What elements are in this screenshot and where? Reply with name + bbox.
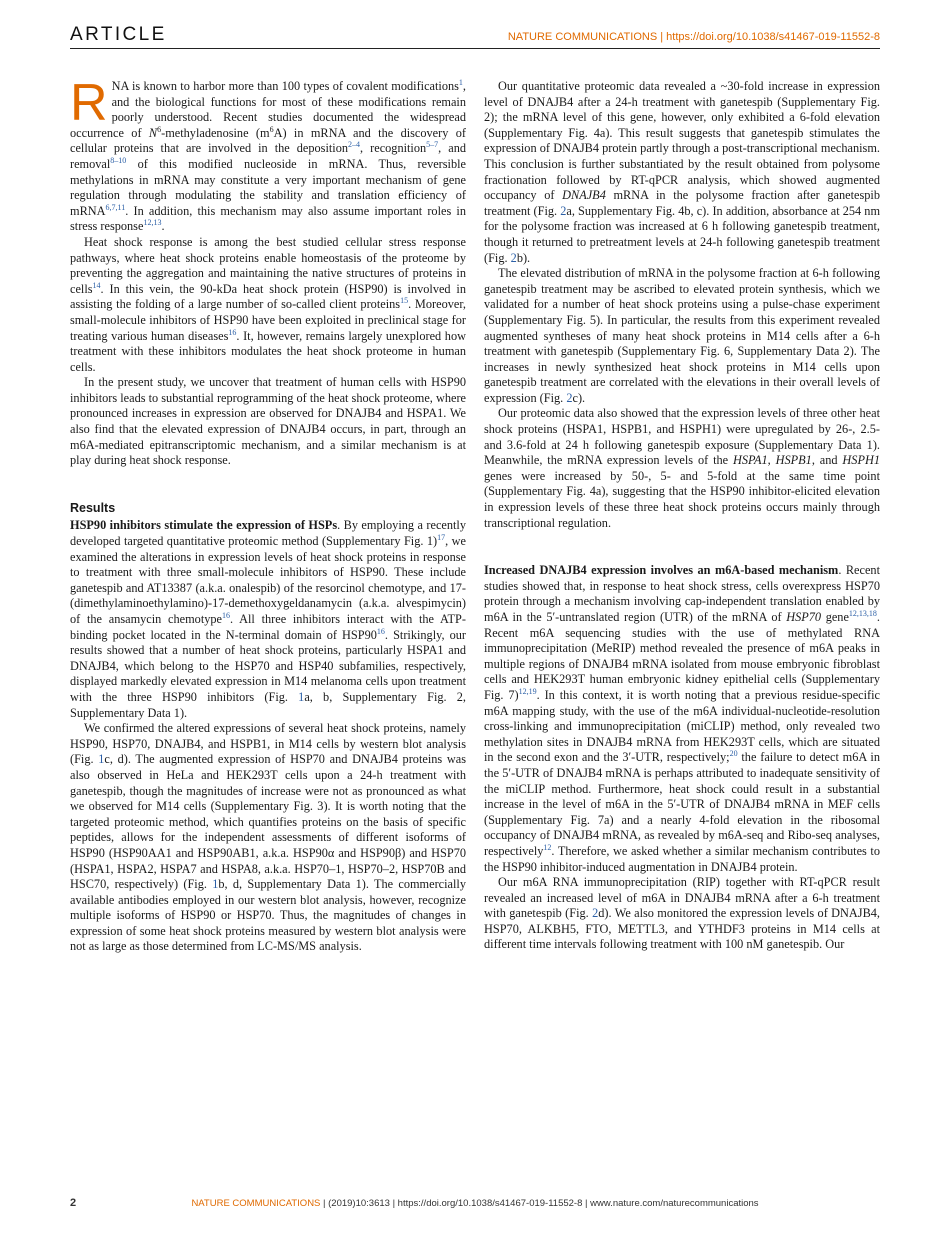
footer-journal-name: NATURE COMMUNICATIONS bbox=[191, 1198, 321, 1209]
article-label: ARTICLE bbox=[70, 24, 167, 45]
reference-link[interactable]: 16 bbox=[228, 327, 237, 337]
reference-link[interactable]: 20 bbox=[729, 749, 738, 759]
body-paragraph-5: Our m6A RNA immunoprecipitation (RIP) together with RT-qPCR result revealed an increased level of m6A in DNAJB4 mRNA after a 6-h treatment with ganetespib (Fig. 2d). We also monitored the expression levels of DNAJB4, HSP70, ALKBH5, FTO, METTL3, and YTHDF3 proteins in M14 cells at different time intervals following treatment with 100 nM ganetespib. Our bbox=[484, 875, 881, 952]
reference-link[interactable]: 12,13,18 bbox=[848, 608, 877, 618]
body-paragraph-4: Increased DNAJB4 expression involves an m6A-based mechanism. Recent studies showed that, in response to heat shock stress, cells overexpress HSP70 protein through a mechanism involving cap-independent translation enabled by m6A in the 5′-untranslated region (UTR) of the mRNA of HSP70 gene$^{12,13,18}$. Recent m6A sequencing studies with the use of methylated RNA immunoprecipitation (MeRIP) method revealed the presence of m6A peaks in multiple regions of DNAJB4 mRNA isolated from mouse embryonic fibroblast cells and HEK293T human embryonic kidney epithelial cells (Supplementary Fig. 7)$^{12,19}$. In this context, it is worth noting that a previous residue-specific m6A mapping study, with the use of the m6A individual-nucleotide-resolution cross-linking and immunoprecipitation (miCLIP) method, only revealed two methylation sites in DNAJB4 mRNA from HEK293T cells, which are situated in the second exon and the 3′-UTR, respectively;$^{20}$ the failure to detect m6A in the 5′-UTR of DNAJB4 mRNA is perhaps attributed to inadequate sensitivity of the miCLIP method. Furthermore, heat shock could result in a substantial increase in the level of m6A in the 5′-UTR of DNAJB4 mRNA in MEF cells (Supplementary Fig. 7a) and a nearly 4-fold elevation in the ribosomal occupancy of DNAJB4 mRNA, as revealed by m6A-seq and Ribo-seq analyses, respectively$^{12}$. Therefore, we asked whether a similar mechanism contributes to the HSP90 inhibitor-induced augmentation in DNAJB4 protein. bbox=[484, 563, 881, 874]
footer-citation-text: | (2019)10:3613 | https://doi.org/10.1038/s41467-019-11552-8 | www.nature.com/naturecommunications bbox=[320, 1198, 759, 1209]
figure-link[interactable]: 1 bbox=[298, 689, 305, 704]
subsection-title: HSP90 inhibitors stimulate the expression of HSPs bbox=[70, 518, 338, 533]
results-paragraph-1: HSP90 inhibitors stimulate the expression of HSPs. By employing a recently developed targeted quantitative proteomic method (Supplementary Fig. 1)$^{17}$, we examined the alterations in expression levels of heat shock proteins in response to treatment with three small-molecule inhibitors of HSP90. These include ganetespib and AT13387 (a.k.a. onalespib) of the resorcinol chemotype, and 17-(dimethylaminoethylamino)-17-demethoxygeldanamycin (a.k.a. alvespimycin) of the ansamycin chemotype$^{16}$. All three inhibitors interact with the ATP-binding pocket located in the N-terminal domain of HSP90$^{16}$. Strikingly, our results showed that a number of heat shock proteins, particularly HSPA1 and DNAJB4, which belong to the HSP70 and HSP40 subfamilies, respectively, displayed markedly elevated expression in M14 melanoma cells upon treatment with the three HSP90 inhibitors (Fig. 1a, b, Supplementary Fig. 2, Supplementary Data 1). bbox=[70, 518, 466, 720]
right-column bbox=[484, 79, 880, 953]
figure-link[interactable]: 1 bbox=[98, 752, 105, 767]
reference-link[interactable]: 14 bbox=[92, 280, 101, 290]
subsection-title: Increased DNAJB4 expression involves an m6A-based mechanism bbox=[484, 563, 839, 578]
header-rule bbox=[70, 48, 880, 49]
reference-link[interactable]: 16 bbox=[376, 626, 385, 636]
reference-link[interactable]: 5–7 bbox=[426, 140, 439, 150]
page-footer bbox=[70, 1197, 880, 1213]
intro-paragraph-1: RNA is known to harbor more than 100 types of covalent modifications$^1$, and the biological functions for most of these modifications remain poorly understood. Recent studies documented the widespread occurrence of $N^6$-methyladenosine $(m^6A)$ in mRNA and the discovery of cellular proteins that are involved in the deposition$^{2-4}$, recognition$^{5-7}$, and removal$^{8-10}$ of this modified nucleoside in mRNA. Thus, reversible methylations in mRNA may constitute a very important mechanism of gene regulation through modulating the stability and translation efficiency of mRNA$^{6,7,11}$. In addition, this mechanism may also assume important roles in stress response$^{12,13}$. bbox=[70, 74, 467, 234]
reference-link[interactable]: 12 bbox=[543, 842, 552, 852]
reference-link[interactable]: 8–10 bbox=[110, 155, 127, 165]
page-number: 2 bbox=[70, 1197, 77, 1209]
results-heading: Results bbox=[70, 500, 116, 515]
reference-link[interactable]: 12,19 bbox=[518, 686, 537, 696]
reference-link[interactable]: 2–4 bbox=[348, 140, 361, 150]
intro-paragraph-2: Heat shock response is among the best studied cellular stress response pathways, where heat shock proteins enable homeostasis of the proteome by preventing the aggregation and maintaining the native structures of proteins in cells$^{14}$. In this vein, the 90-kDa heat shock protein (HSP90) is involved in assisting the folding of a large number of so-called client proteins$^{15}$. Moreover, small-molecule inhibitors of HSP90 have been exploited in preclinical stage for treating various human diseases$^{16}$. It, however, remains largely unexplored how treatment with these inhibitors modulates the heat shock proteome in human cells. bbox=[70, 234, 467, 374]
intro-paragraph-3: In the present study, we uncover that treatment of human cells with HSP90 inhibitors leads to substantial reprogramming of the heat shock proteome, where pronounced increases in expression are observed for DNAJB4 and HSPA1. We also find that the elevated expression of DNAJB4 occurs, in part, through an m6A-mediated epitranscriptomic mechanism, and a similar mechanism is at play during heat shock response. bbox=[70, 375, 466, 468]
reference-link[interactable]: 16 bbox=[222, 610, 230, 620]
reference-link[interactable]: 1 bbox=[458, 77, 463, 87]
body-paragraph-3: Our proteomic data also showed that the expression levels of three other heat shock proteins (HSPA1, HSPB1, and HSPH1) were upregulated by 26-, 2.5- and 3.6-fold at 24 h following ganetespib exposure (Supplementary Data 1). Meanwhile, the mRNA expression levels of the HSPA1, HSPB1, and HSPH1 genes were increased by 50-, 5- and 5-fold at the same time point (Supplementary Fig. 4a), suggesting that the HSP90 inhibitor-elicited elevation in expression levels of these three heat shock proteins occurs mainly through transcriptional regulation. bbox=[484, 406, 880, 530]
results-paragraph-2: We confirmed the altered expressions of several heat shock proteins, namely HSP90, HSP70, DNAJB4, and HSPB1, in M14 cells by western blot analysis (Fig. 1c, d). The augmented expression of HSP70 and DNAJB4 proteins was also observed in HeLa and HEK293T cells upon a 24-h treatment with ganetespib, though the magnitudes of increase were not as pronounced as what we observed for M14 cells (Supplementary Fig. 3). It is worth noting that the targeted proteomic method, which quantifies proteins on the basis of specific peptides, allows for the independent assessments of different isoforms of HSP90 (HSP90AA1 and HSP90AB1, a.k.a. HSP90α and HSP90β) and HSP70 (HSPA1, HSPA2, HSPA7 and HSPA8, a.k.a. HSP70–1, HSP70–2, HSP70B and HSC70, respectively) (Fig. 1b, d, Supplementary Data 1). The commercially available antibodies employed in our western blot analysis, however, recognize multiple isoforms of HSP90 or HSP70. Thus, the magnitudes of changes in expression of some heat shock proteins measured by western blot analysis were not as large as those determined from LC-MS/MS analysis. bbox=[70, 721, 466, 954]
journal-doi-link[interactable]: NATURE COMMUNICATIONS | https://doi.org/10.1038/s41467-019-11552-8 bbox=[507, 31, 880, 43]
reference-link[interactable]: 6,7,11 bbox=[105, 202, 126, 212]
page-header bbox=[70, 24, 880, 48]
drop-cap: R bbox=[70, 74, 108, 132]
body-paragraph-2: The elevated distribution of mRNA in the polysome fraction at 6-h following ganetespib treatment may be ascribed to elevated protein synthesis, which we validated for a number of heat shock proteins using a pulse-chase experiment (Supplementary Fig. 5). In particular, the results from this experiment revealed augmented syntheses of many heat shock proteins in M14 cells after a 6-h treatment with ganetespib (Supplementary Fig. 6, Supplementary Data 2). The increases in newly synthesized heat shock proteins in M14 cells upon ganetespib treatment are correlated with the elevations in their overall levels of expression (Fig. 2c). bbox=[484, 266, 880, 405]
figure-link[interactable]: 1 bbox=[212, 877, 219, 892]
figure-link[interactable]: 2 bbox=[592, 906, 599, 921]
reference-link[interactable]: 17 bbox=[437, 532, 446, 542]
footer-citation bbox=[70, 1198, 880, 1209]
reference-link[interactable]: 15 bbox=[400, 296, 409, 306]
figure-link[interactable]: 2 bbox=[510, 250, 517, 265]
reference-link[interactable]: 12,13 bbox=[143, 218, 162, 228]
figure-link[interactable]: 2 bbox=[566, 390, 573, 405]
left-column bbox=[70, 74, 467, 955]
figure-link[interactable]: 2 bbox=[560, 203, 567, 218]
body-paragraph-1: Our quantitative proteomic data revealed a ~30-fold increase in expression level of DNAJB4 after a 24-h treatment with ganetespib (Supplementary Fig. 2); the mRNA level of this gene, however, only exhibited a 6-fold elevation (Supplementary Fig. 4a). This result suggests that ganetespib stimulates the expression of DNAJB4 protein partly through a post-transcriptional mechanism. This conclusion is further substantiated by the result obtained from polysome fractionation followed by RT-qPCR analysis, which showed augmented occupancy of DNAJB4 mRNA in the polysome fraction after ganetespib treatment (Fig. 2a, Supplementary Fig. 4b, c). In addition, absorbance at 254 nm for the polysome fraction was increased at 6 h following ganetespib treatment, though it returned to pretreatment levels at 24-h following ganetespib treatment (Fig. 2b). bbox=[484, 79, 881, 265]
